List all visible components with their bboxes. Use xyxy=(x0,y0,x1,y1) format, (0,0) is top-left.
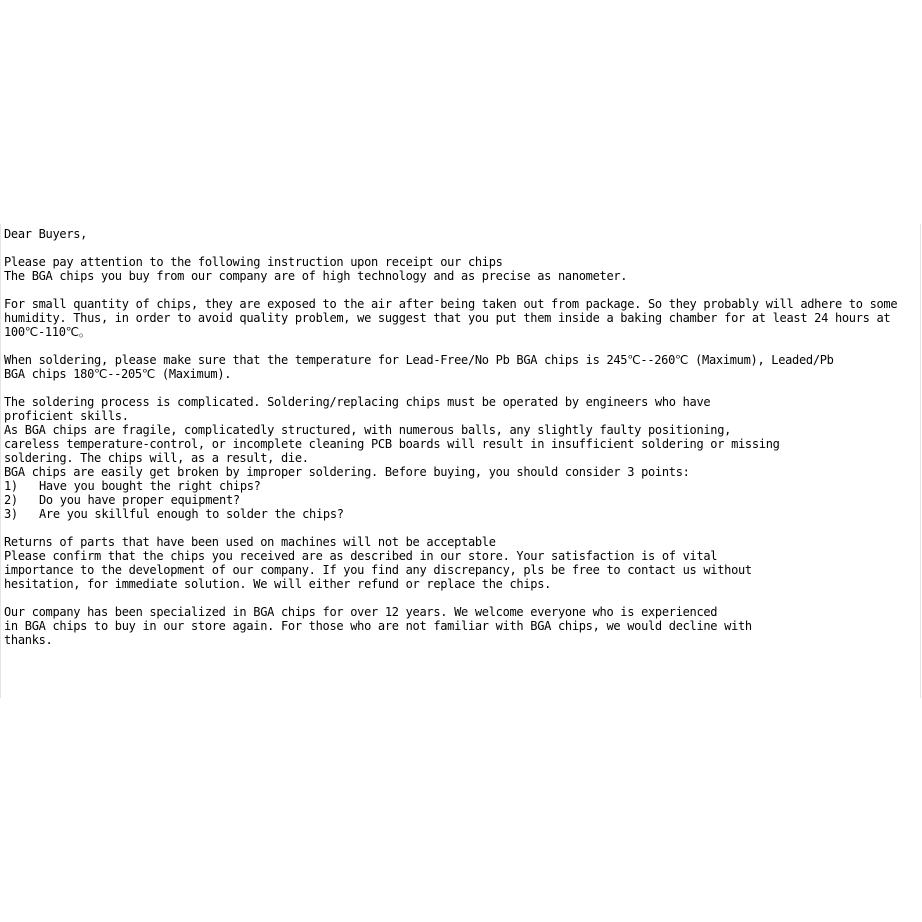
point-number: 2) xyxy=(4,493,18,507)
storage-line-1: For small quantity of chips, they are exposed to the air after being taken out from package. So they probably will adhere to some xyxy=(4,297,898,311)
process-line-2: proficient skills. xyxy=(4,409,129,423)
intro-line-2: The BGA chips you buy from our company are of high technology and as precise as nanometer. xyxy=(4,269,628,283)
paragraph-gap xyxy=(4,339,920,353)
point-text: Have you bought the right chips? xyxy=(39,479,261,493)
point-number: 3) xyxy=(4,507,18,521)
intro-line-1: Please pay attention to the following instruction upon receipt our chips xyxy=(4,255,503,269)
paragraph-gap xyxy=(4,521,920,535)
returns-line-4: hesitation, for immediate solution. We will either refund or replace the chips. xyxy=(4,577,552,591)
temperature-line-1: When soldering, please make sure that the temperature for Lead-Free/No Pb BGA chips is 245℃--260℃ (Maximum), Leaded/Pb xyxy=(4,353,834,367)
process-line-4: careless temperature-control, or incomplete cleaning PCB boards will result in insufficient soldering or missing xyxy=(4,437,780,451)
paragraph-gap xyxy=(4,381,920,395)
company-line-2: in BGA chips to buy in our store again. For those who are not familiar with BGA chips, we would decline with xyxy=(4,619,752,633)
point-item xyxy=(4,493,920,507)
point-text: Are you skillful enough to solder the chips? xyxy=(39,507,344,521)
document-panel xyxy=(0,224,921,698)
returns-line-1: Returns of parts that have been used on machines will not be acceptable xyxy=(4,535,496,549)
process-line-5: soldering. The chips will, as a result, die. xyxy=(4,451,309,465)
returns-line-2: Please confirm that the chips you received are as described in our store. Your satisfaction is of vital xyxy=(4,549,718,563)
storage-line-3: 100℃-110℃。 xyxy=(4,325,91,339)
returns-line-3: importance to the development of our company. If you find any discrepancy, pls be free to contact us without xyxy=(4,563,752,577)
company-line-1: Our company has been specialized in BGA chips for over 12 years. We welcome everyone who is experienced xyxy=(4,605,718,619)
company-line-3: thanks. xyxy=(4,633,53,647)
greeting: Dear Buyers, xyxy=(4,227,88,241)
paragraph-gap xyxy=(4,241,920,255)
point-item xyxy=(4,507,920,521)
paragraph-gap xyxy=(4,283,920,297)
process-line-6: BGA chips are easily get broken by improper soldering. Before buying, you should consider 3 points: xyxy=(4,465,690,479)
point-text: Do you have proper equipment? xyxy=(39,493,240,507)
process-line-1: The soldering process is complicated. Soldering/replacing chips must be operated by engineers who have xyxy=(4,395,711,409)
document-text xyxy=(4,227,920,647)
temperature-line-2: BGA chips 180℃--205℃ (Maximum). xyxy=(4,367,232,381)
process-line-3: As BGA chips are fragile, complicatedly structured, with numerous balls, any slightly faulty positioning, xyxy=(4,423,732,437)
storage-line-2: humidity. Thus, in order to avoid quality problem, we suggest that you put them inside a baking chamber for at least 24 hours at xyxy=(4,311,891,325)
point-number: 1) xyxy=(4,479,18,493)
paragraph-gap xyxy=(4,591,920,605)
point-item xyxy=(4,479,920,493)
